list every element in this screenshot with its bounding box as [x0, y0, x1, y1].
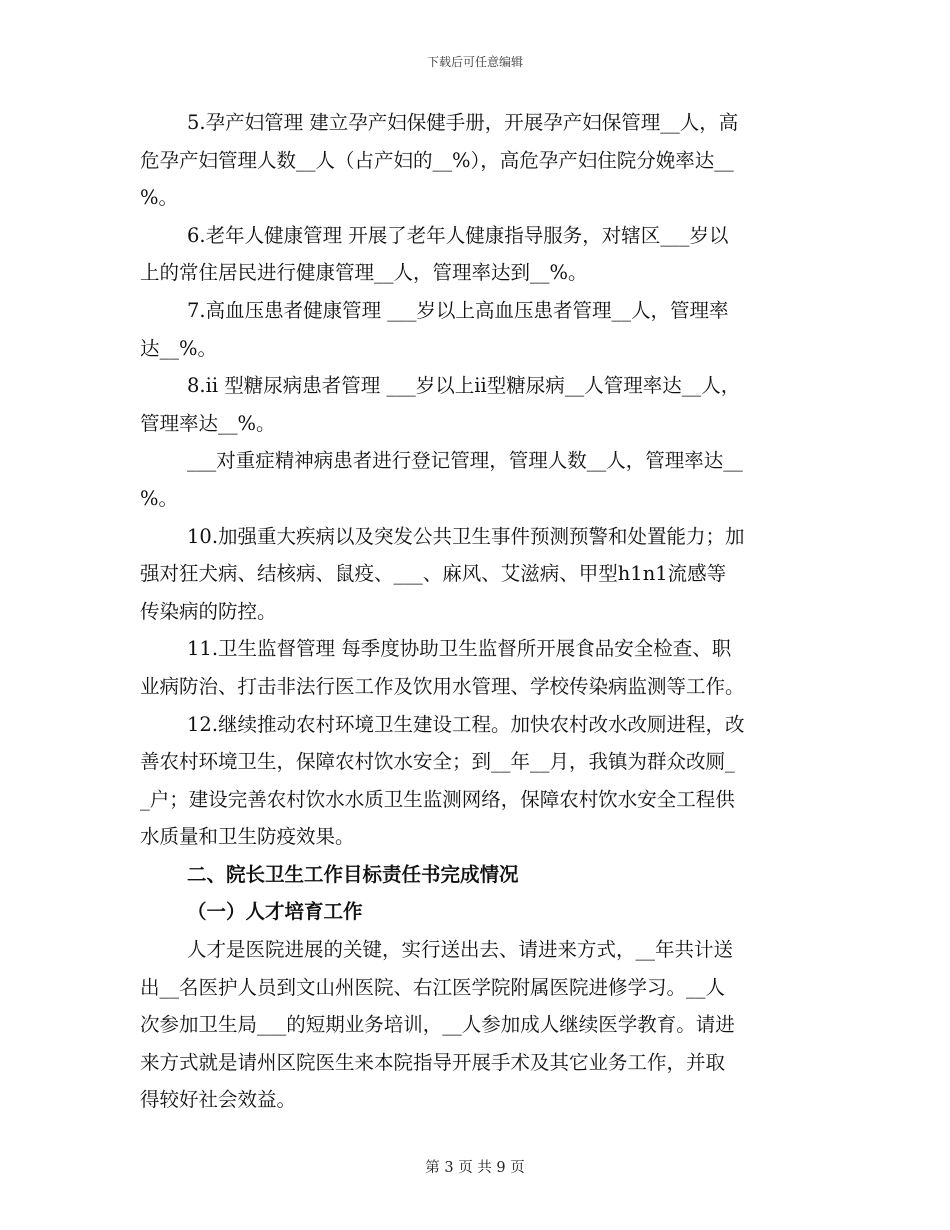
body-line: 水质量和卫生防疫效果。: [140, 825, 355, 849]
body-line: 传染病的防控。: [140, 599, 277, 623]
body-line: 6.老年人健康管理 开展了老年人健康指导服务，对辖区___岁以: [187, 223, 729, 247]
section-heading: 二、院长卫生工作目标责任书完成情况: [187, 862, 519, 886]
body-line: 出__名医护人员到文山州医院、右江医学院附属医院进修学习。__人: [140, 975, 726, 999]
body-line: ___对重症精神病患者进行登记管理，管理人数__人，管理率达__: [187, 449, 743, 473]
body-line: 达__%。: [140, 336, 218, 360]
body-line: %。: [140, 186, 179, 210]
body-line: 5.孕产妇管理 建立孕产妇保健手册，开展孕产妇保管理__人，高: [187, 111, 739, 134]
body-line: 来方式就是请州区院医生来本院指导开展手术及其它业务工作，并取: [140, 1050, 726, 1074]
body-line: 善农村环境卫生，保障农村饮水安全；到__年__月，我镇为群众改厕_: [140, 750, 735, 774]
section-heading: （一）人才培育工作: [187, 900, 363, 924]
body-line: 业病防治、打击非法行医工作及饮用水管理、学校传染病监测等工作。: [140, 674, 745, 698]
body-line: _户；建设完善农村饮水水质卫生监测网络，保障农村饮水安全工程供: [140, 787, 735, 811]
body-line: 人才是医院进展的关键，实行送出去、请进来方式，__年共计送: [187, 938, 734, 962]
document-body: [140, 104, 830, 1119]
body-line: 强对狂犬病、结核病、鼠疫、___、麻风、艾滋病、甲型h1n1流感等: [140, 562, 727, 586]
body-line: %。: [140, 486, 179, 510]
body-line: 得较好社会效益。: [140, 1088, 297, 1112]
body-line: 次参加卫生局___的短期业务培训，__人参加成人继续医学教育。请进: [140, 1013, 735, 1037]
body-line: 12.继续推动农村环境卫生建设工程。加快农村改水改厕进程，改: [187, 712, 745, 736]
body-line: 7.高血压患者健康管理 ___岁以上高血压患者管理__人，管理率: [187, 298, 729, 322]
body-line: 8.ii 型糖尿病患者管理 ___岁以上ii型糖尿病__人管理率达__人，: [187, 374, 741, 398]
body-line: 11.卫生监督管理 每季度协助卫生监督所开展食品安全检查、职: [187, 637, 732, 661]
body-line: 危孕产妇管理人数__人（占产妇的__%），高危孕产妇住院分娩率达__: [140, 148, 734, 172]
body-line: 10.加强重大疾病以及突发公共卫生事件预测预警和处置能力；加: [187, 524, 745, 548]
body-line: 上的常住居民进行健康管理__人，管理率达到__%。: [140, 261, 588, 285]
page-footer: 第 3 页 共 9 页: [425, 1160, 525, 1176]
body-line: 管理率达__%。: [140, 411, 276, 435]
page-header: 下载后可任意编辑: [426, 55, 523, 69]
